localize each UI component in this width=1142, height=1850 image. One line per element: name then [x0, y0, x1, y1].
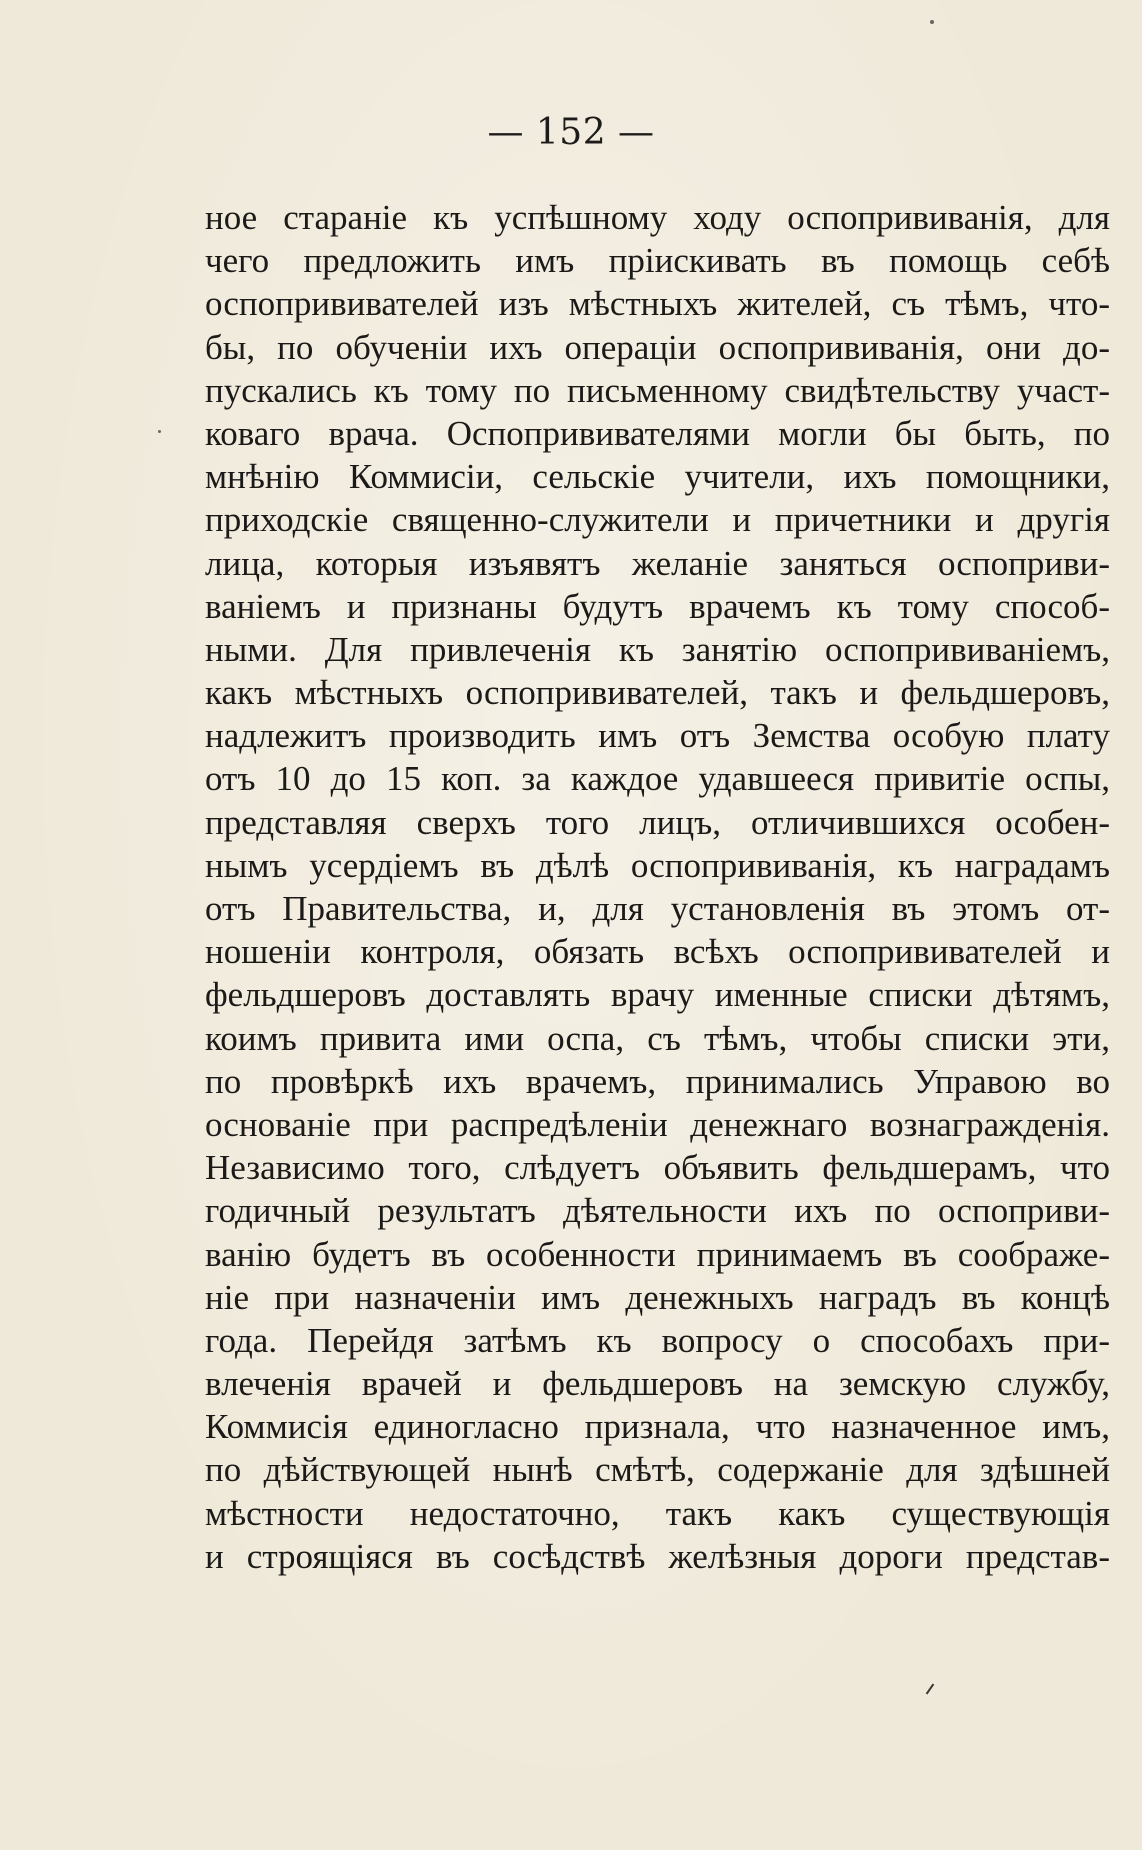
text-line: бы, по обученіи ихъ операціи оспопрививанія, они до- — [205, 327, 1110, 367]
text-line: ными. Для привлеченія къ занятію оспопрививаніемъ, — [205, 629, 1110, 669]
page-number: — 152 — — [487, 112, 655, 153]
text-line: пускались къ тому по письменному свидѣтельству участ- — [205, 370, 1110, 410]
text-line: мѣстности недостаточно, такъ какъ существующія — [205, 1493, 1110, 1533]
text-line: ное стараніе къ успѣшному ходу оспопрививанія, для — [205, 198, 1110, 237]
text-line: основаніе при распредѣленіи денежнаго вознагражденія. — [205, 1104, 1110, 1144]
text-line: нымъ усердіемъ въ дѣлѣ оспопрививанія, къ наградамъ — [205, 845, 1110, 885]
text-line: лица, которыя изъявятъ желаніе заняться оспоприви- — [205, 543, 1110, 583]
body-text — [205, 196, 1110, 1578]
text-line: отъ 10 до 15 коп. за каждое удавшееся привитіе оспы, — [205, 759, 1110, 799]
text-line: какъ мѣстныхъ оспопрививателей, такъ и фельдшеровъ, — [205, 673, 1110, 713]
text-line: надлежитъ производить имъ отъ Земства особую плату — [205, 716, 1110, 756]
text-line: ношеніи контроля, обязать всѣхъ оспопрививателей и — [205, 932, 1110, 972]
paper-speck — [930, 20, 934, 24]
text-line: коимъ привита ими оспа, съ тѣмъ, чтобы списки эти, — [205, 1018, 1110, 1058]
text-line: оспопрививателей изъ мѣстныхъ жителей, съ тѣмъ, что- — [205, 284, 1110, 324]
text-line: влеченія врачей и фельдшеровъ на земскую службу, — [205, 1364, 1110, 1404]
text-line: годичный результатъ дѣятельности ихъ по оспоприви- — [205, 1191, 1110, 1231]
text-line: ніе при назначеніи имъ денежныхъ наградъ въ концѣ — [205, 1277, 1110, 1317]
text-line: чего предложить имъ пріискивать въ помощь себѣ — [205, 241, 1110, 281]
text-line: по провѣркѣ ихъ врачемъ, принимались Управою во — [205, 1061, 1110, 1101]
text-line: и строящіяся въ сосѣдствѣ желѣзныя дороги представ- — [205, 1536, 1110, 1576]
text-line: по дѣйствующей нынѣ смѣтѣ, содержаніе для здѣшней — [205, 1450, 1110, 1490]
text-line: приходскіе священно-служители и причетники и другія — [205, 500, 1110, 540]
text-line: ванію будетъ въ особенности принимаемъ въ соображе- — [205, 1234, 1110, 1274]
text-line: отъ Правительства, и, для установленія въ этомъ от- — [205, 889, 1110, 928]
text-line: Независимо того, слѣдуетъ объявить фельдшерамъ, что — [205, 1148, 1110, 1188]
ink-mark — [926, 1684, 935, 1695]
text-line: Коммисія единогласно признала, что назначенное имъ, — [205, 1407, 1110, 1447]
text-line: коваго врача. Оспопрививателями могли бы быть, по — [205, 413, 1110, 453]
text-line: ваніемъ и признаны будутъ врачемъ къ тому способ- — [205, 586, 1110, 626]
text-line: фельдшеровъ доставлять врачу именные списки дѣтямъ, — [205, 975, 1110, 1015]
text-line: года. Перейдя затѣмъ къ вопросу о способахъ при- — [205, 1320, 1110, 1360]
text-line: мнѣнію Коммисіи, сельскіе учители, ихъ помощники, — [205, 457, 1110, 497]
paper-speck — [158, 430, 161, 433]
text-line: представляя сверхъ того лицъ, отличившихся особен- — [205, 802, 1110, 842]
